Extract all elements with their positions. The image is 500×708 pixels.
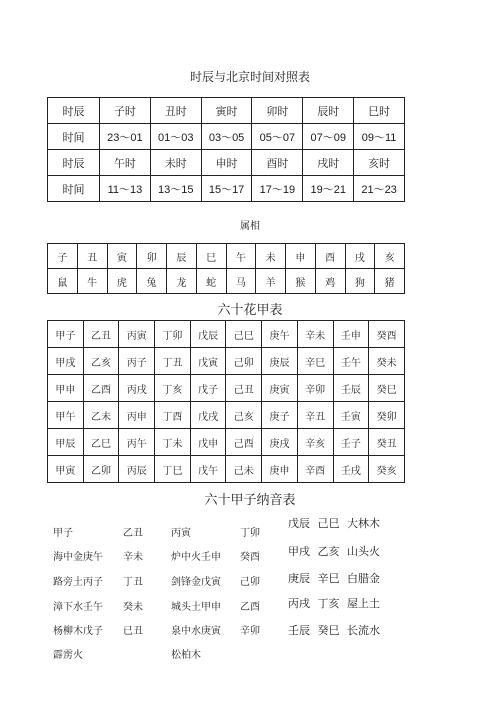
table-cell: 狗 [345, 269, 375, 294]
table-cell: 丙午 [119, 429, 155, 456]
nayin-entry: 癸酉 [240, 552, 260, 563]
table-cell: 癸巳 [369, 375, 405, 402]
table-cell: 癸酉 [369, 321, 405, 348]
table-cell: 猴 [286, 269, 316, 294]
table-cell: 未时 [150, 150, 201, 176]
table-cell: 戊戌 [190, 402, 226, 429]
table-cell: 戊辰 [190, 321, 226, 348]
table-cell: 辰时 [303, 98, 354, 124]
table-cell: 癸未 [369, 348, 405, 375]
table-cell: 丙子 [119, 348, 155, 375]
nayin-entry: 丁卯 [240, 528, 260, 539]
table-cell: 戊子 [190, 375, 226, 402]
table-cell: 乙卯 [83, 456, 119, 483]
page-title: 时辰与北京时间对照表 [189, 70, 310, 84]
table-cell: 己巳 [226, 321, 262, 348]
table-cell: 乙丑 [83, 321, 119, 348]
table-cell: 23～01 [100, 124, 151, 150]
table-cell: 丙辰 [119, 456, 155, 483]
table-cell: 甲子 [48, 321, 84, 348]
table-cell: 丁酉 [155, 402, 191, 429]
table-cell: 庚辰 [262, 348, 298, 375]
table-cell: 05～07 [252, 124, 303, 150]
table-cell: 寅时 [201, 98, 252, 124]
table-cell: 马 [226, 269, 256, 294]
nayin-entry: 泉中水庚寅 [171, 626, 221, 637]
table-cell: 甲寅 [48, 456, 84, 483]
table-cell: 戊寅 [190, 348, 226, 375]
table-cell: 丁巳 [155, 456, 191, 483]
table-cell: 辛亥 [297, 429, 333, 456]
table-cell: 寅 [107, 244, 137, 269]
table-cell: 乙未 [83, 402, 119, 429]
nayin-entry: 乙酉 [240, 602, 260, 613]
table-cell: 戊午 [190, 456, 226, 483]
nayin-entry: 杨柳木戊子 [53, 626, 103, 637]
table-cell: 乙巳 [83, 429, 119, 456]
table-cell: 癸丑 [369, 429, 405, 456]
table-cell: 戊申 [190, 429, 226, 456]
table-cell: 17～19 [252, 176, 303, 202]
table-cell: 11～13 [100, 176, 151, 202]
table-cell: 丁丑 [155, 348, 191, 375]
table-cell: 兔 [137, 269, 167, 294]
table-cell: 蛇 [196, 269, 226, 294]
table-cell: 丑时 [150, 98, 201, 124]
table-cell: 壬午 [333, 348, 369, 375]
nayin-entry: 甲子 [53, 528, 73, 539]
nayin-entry: 炉中火壬申 [171, 552, 221, 563]
table-cell: 丙申 [119, 402, 155, 429]
table-cell: 己卯 [226, 348, 262, 375]
table-cell: 辛未 [297, 321, 333, 348]
table-cell: 壬申 [333, 321, 369, 348]
table-cell: 癸卯 [369, 402, 405, 429]
nayin-entry: 剑锋金戊寅 [171, 577, 221, 588]
zodiac-title: 属相 [240, 221, 260, 232]
table-cell: 羊 [256, 269, 286, 294]
table-cell: 子时 [100, 98, 151, 124]
table-cell: 丁卯 [155, 321, 191, 348]
table-cell: 壬寅 [333, 402, 369, 429]
table-cell: 丑 [77, 244, 107, 269]
table-cell: 09～11 [354, 124, 405, 150]
table-cell: 乙亥 [83, 348, 119, 375]
table-cell: 己酉 [226, 429, 262, 456]
table-cell: 甲戌 [48, 348, 84, 375]
table-cell: 庚戌 [262, 429, 298, 456]
table-cell: 申时 [201, 150, 252, 176]
table-cell: 壬戌 [333, 456, 369, 483]
nayin-title: 六十甲子纳音表 [204, 493, 296, 508]
table-cell: 时间 [48, 176, 100, 202]
nayin-entry: 路旁土丙子 [53, 577, 103, 588]
nayin-entry: 戊辰 己巳 大林木 [288, 517, 380, 530]
table-cell: 丁未 [155, 429, 191, 456]
nayin-entry: 海中金庚午 [53, 552, 103, 563]
table-cell: 甲午 [48, 402, 84, 429]
table-cell: 巳 [196, 244, 226, 269]
table-cell: 戌时 [303, 150, 354, 176]
table-cell: 时辰 [48, 150, 100, 176]
table-cell: 甲辰 [48, 429, 84, 456]
table-cell: 未 [256, 244, 286, 269]
nayin-entry: 乙丑 [123, 528, 143, 539]
table-cell: 虎 [107, 269, 137, 294]
table-cell: 丙戌 [119, 375, 155, 402]
nayin-entry: 丙戌 丁亥 屋上土 [288, 597, 380, 610]
nayin-entry: 丁丑 [123, 577, 143, 588]
table-cell: 辛卯 [297, 375, 333, 402]
table-cell: 酉时 [252, 150, 303, 176]
table-cell: 辛巳 [297, 348, 333, 375]
nayin-entry: 城头土甲申 [171, 602, 221, 613]
table-cell: 亥 [375, 244, 405, 269]
table-cell: 猪 [375, 269, 405, 294]
table-cell: 庚申 [262, 456, 298, 483]
table-cell: 丁亥 [155, 375, 191, 402]
table-cell: 15～17 [201, 176, 252, 202]
nayin-entry: 丙寅 [171, 528, 191, 539]
nayin-entry: 霹雳火 [53, 650, 83, 661]
table-cell: 壬辰 [333, 375, 369, 402]
nayin-entry: 癸未 [123, 602, 143, 613]
table-cell: 亥时 [354, 150, 405, 176]
table-cell: 21～23 [354, 176, 405, 202]
table-cell: 01～03 [150, 124, 201, 150]
table-cell: 辰 [167, 244, 197, 269]
table-cell: 13～15 [150, 176, 201, 202]
nayin-entry: 壬辰 癸巳 长流水 [288, 624, 380, 637]
table-cell: 酉 [315, 244, 345, 269]
table-cell: 时辰 [48, 98, 100, 124]
table-cell: 庚午 [262, 321, 298, 348]
table-cell: 甲申 [48, 375, 84, 402]
table-cell: 子 [48, 244, 78, 269]
table-cell: 丙寅 [119, 321, 155, 348]
table-cell: 巳时 [354, 98, 405, 124]
table-cell: 午 [226, 244, 256, 269]
table-cell: 乙酉 [83, 375, 119, 402]
table-cell: 己丑 [226, 375, 262, 402]
table-cell: 癸亥 [369, 456, 405, 483]
nayin-entry: 辛未 [123, 552, 143, 563]
table-cell: 辛丑 [297, 402, 333, 429]
nayin-entry: 甲戌 乙亥 山头火 [288, 545, 380, 558]
table-cell: 己亥 [226, 402, 262, 429]
table-cell: 壬子 [333, 429, 369, 456]
table-cell: 己未 [226, 456, 262, 483]
table-cell: 鸡 [315, 269, 345, 294]
table-cell: 戌 [345, 244, 375, 269]
table-cell: 龙 [167, 269, 197, 294]
table-cell: 庚子 [262, 402, 298, 429]
sixty-cycle-title: 六十花甲表 [217, 303, 283, 318]
table-cell: 07～09 [303, 124, 354, 150]
table-cell: 牛 [77, 269, 107, 294]
table-cell: 时间 [48, 124, 100, 150]
nayin-entry: 漳下水壬午 [53, 602, 103, 613]
table-cell: 庚寅 [262, 375, 298, 402]
nayin-entry: 松柏木 [171, 650, 201, 661]
nayin-entry: 已丑 [123, 626, 143, 637]
table-cell: 卯 [137, 244, 167, 269]
nayin-entry: 辛卯 [240, 626, 260, 637]
table-cell: 卯时 [252, 98, 303, 124]
table-cell: 辛酉 [297, 456, 333, 483]
table-cell: 19～21 [303, 176, 354, 202]
table-cell: 03～05 [201, 124, 252, 150]
table-cell: 鼠 [48, 269, 78, 294]
nayin-entry: 庚辰 辛巳 白腊金 [288, 572, 380, 585]
nayin-entry: 己卯 [240, 577, 260, 588]
table-cell: 申 [286, 244, 316, 269]
table-cell: 午时 [100, 150, 151, 176]
